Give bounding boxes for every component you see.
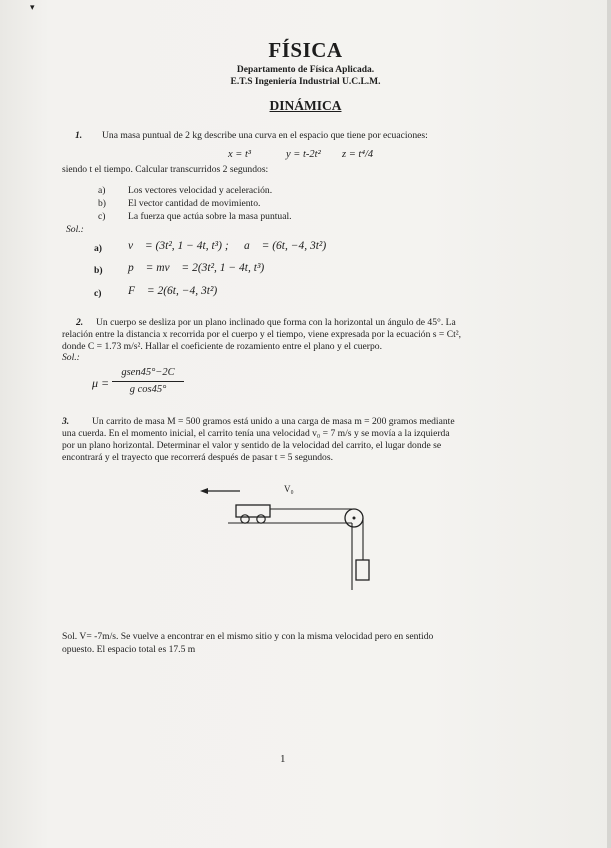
problem-3-sol-line-1: Sol. V= -7m/s. Se vuelve a encontrar en el mismo sitio y con la misma velocidad pero en sentido [62, 631, 434, 642]
acceleration-vector: a⃗ = (6t, −4, 3t²) [244, 240, 327, 252]
equation-z: z = t⁴/4 [342, 149, 374, 160]
department-line: Departamento de Física Aplicada. [236, 65, 375, 75]
item-c-text: La fuerza que actúa sobre la masa puntual. [128, 211, 292, 222]
item-b-text: El vector cantidad de movimiento. [128, 198, 261, 209]
problem-1-statement: Una masa puntual de 2 kg describe una curva en el espacio que tiene por ecuaciones: [102, 130, 428, 141]
problem-2-line-2: relación entre la distancia x recorrida por el cuerpo y el tiempo, viene expresada por la ecuación s = Ct², [62, 329, 462, 340]
item-c-letter: c) [98, 211, 106, 222]
mu-numerator: gsen45°−2C [121, 367, 175, 378]
problem-3-line-2: una cuerda. En el momento inicial, el carrito tenía una velocidad v₀ = 7 m/s y se movía a la izquierda [62, 428, 450, 439]
section-title: DINÁMICA [269, 98, 342, 113]
mu-denominator: g cos45° [129, 384, 167, 395]
sol-c-letter: c) [94, 288, 102, 299]
problem-3-line-1: Un carrito de masa M = 500 gramos está unido a una carga de masa m = 200 gramos mediante [92, 416, 455, 427]
problem-3-line-4: encontrará y el trayecto que recorrerá después de pasar t = 5 segundos. [62, 452, 333, 463]
mu-symbol: μ = [92, 376, 110, 390]
problem-1-sol-label: Sol.: [66, 224, 84, 235]
hanging-mass [356, 560, 369, 580]
item-a-letter: a) [98, 185, 106, 196]
problem-3-number: 3. [62, 416, 70, 427]
v0-label: V₀ [284, 484, 294, 494]
item-a-text: Los vectores velocidad y aceleración. [128, 185, 273, 196]
page-title: FÍSICA [268, 38, 343, 62]
cart-wheel-right [257, 515, 265, 523]
equation-x: x = t³ [228, 149, 252, 160]
velocity-arrowhead [200, 488, 208, 494]
problem-2-line-1: Un cuerpo se desliza por un plano inclinado que forma con la horizontal un ángulo de 45°. La [96, 317, 456, 328]
problem-3-sol-line-2: opuesto. El espacio total es 17.5 m [62, 644, 196, 655]
problem-2-number: 2. [76, 317, 84, 328]
velocity-vector: v⃗ = (3t², 1 − 4t, t³) ; [128, 240, 229, 252]
sol-a-letter: a) [94, 243, 102, 254]
item-b-letter: b) [98, 198, 106, 209]
problem-3-line-3: por un plano horizontal. Determinar el valor y sentido de la velocidad del carrito, el lugar donde se [62, 440, 442, 451]
pulley-axle [353, 517, 356, 520]
equation-y: y = t-2t² [286, 149, 321, 160]
cart-wheel-left [241, 515, 249, 523]
school-line: E.T.S Ingeniería Industrial U.C.L.M. [230, 77, 381, 87]
sol-b-letter: b) [94, 265, 103, 276]
cart-body [236, 505, 270, 517]
problem-2-line-3: donde C = 1.73 m/s². Hallar el coeficiente de rozamiento entre el plano y el cuerpo. [62, 341, 382, 352]
problem-2-sol-label: Sol.: [62, 352, 80, 363]
page-number: 1 [280, 753, 286, 765]
problem-1-continuation: siendo t el tiempo. Calcular transcurridos 2 segundos: [62, 164, 269, 175]
force-vector: F⃗ = 2(6t, −4, 3t²) [128, 285, 218, 297]
corner-mark: ▾ [30, 2, 35, 12]
momentum-vector: p⃗ = mv⃗ = 2(3t², 1 − 4t, t³) [128, 262, 265, 274]
problem-1-number: 1. [75, 130, 83, 141]
